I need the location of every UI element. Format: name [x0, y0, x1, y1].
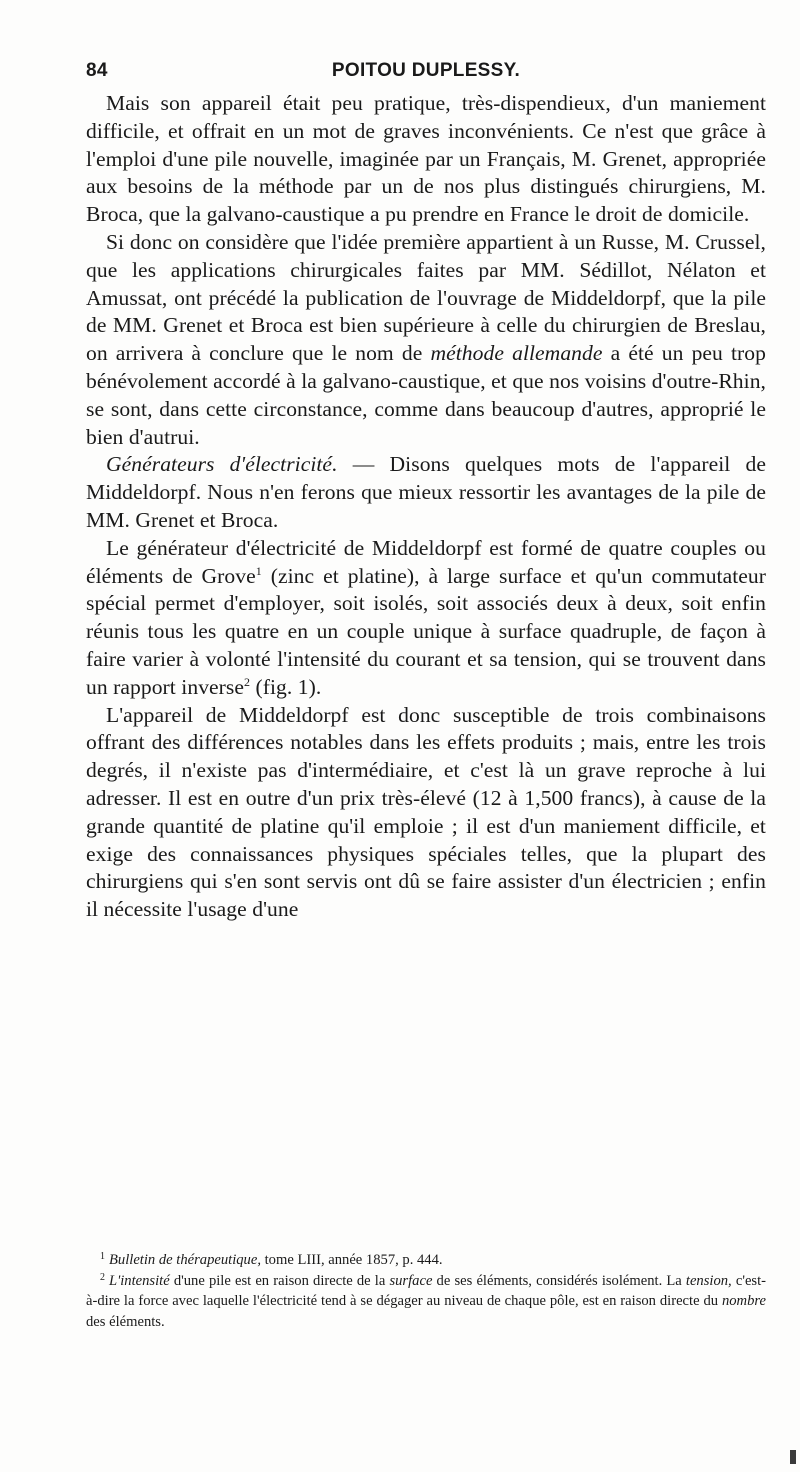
paragraph-2-text-a: Si donc on considère que l'idée première appartient à un Russe, M. Crussel, que les applications chirurgicales faites par MM. Sédillot, Nélaton et Amussat, ont précédé la publication de l'ouvrage de Middeldorpf, que la pile de MM. Grenet et Broca est bien supérieure à celle du chirurgien de Breslau, on arrivera à conclure que le nom de	[86, 229, 766, 366]
footnote-2-text-1: d'une pile est en raison directe de la	[169, 1272, 390, 1289]
paragraph-2-italic: méthode allemande	[430, 341, 603, 366]
paragraph-5: L'appareil de Middeldorpf est donc susceptible de trois combinaisons offrant des différences notables dans les effets produits ; mais, entre les trois degrés, il n'existe pas d'intermédiaire, et c'est là un grave reproche à lui adresser. Il est en outre d'un prix très-élevé (12 à 1,500 francs), à cause de la grande quantité de platine qu'il emploie ; il est d'un maniement difficile, et exige des connaissances physiques spéciales telles, que la plupart des chirurgiens qui s'en sont servis ont dû se faire assister d'un électricien ; enfin il nécessite l'usage d'une	[86, 702, 766, 922]
footnote-2-text-2: de ses éléments, considérés isolément. La	[432, 1272, 686, 1289]
paragraph-1: Mais son appareil était peu pratique, très-dispendieux, d'un maniement difficile, et offrait en un mot de graves inconvénients. Ce n'est que grâce à l'emploi d'une pile nouvelle, imaginée par un Français, M. Grenet, appropriée aux besoins de la méthode par un de nos plus distingués chirurgiens, M. Broca, que la galvano-caustique a pu prendre en France le droit de domicile.	[86, 91, 766, 227]
footnote-2-italic-2: surface	[389, 1272, 433, 1289]
paragraph-2	[86, 229, 766, 451]
paragraph-3-text: — Disons quelques mots de l'appareil de Middeldorpf. Nous n'en ferons que mieux ressortir les avantages de la pile de MM. Grenet et Broca.	[86, 452, 766, 532]
footnote-ref-2[interactable]: 2	[244, 674, 251, 689]
footnote-1-source: Bulletin de thérapeutique,	[109, 1252, 261, 1268]
page-number: 84	[86, 60, 108, 81]
footnote-2	[86, 1271, 766, 1333]
page	[86, 58, 766, 924]
paragraph-4-text-c: (fig. 1).	[250, 674, 322, 699]
footnote-2-italic-1: L'intensité	[109, 1272, 170, 1289]
body-text	[86, 90, 766, 924]
paragraph-4-text-b: (zinc et platine), à large surface et qu'un commutateur spécial permet d'employer, soit isolés, soit associés deux à deux, soit enfin réunis tous les quatre en un couple unique à surface quadruple, de façon à faire varier à volonté l'intensité du courant et sa tension, qui se trouvent dans un rapport inverse	[86, 563, 766, 699]
footnote-1-text: tome LIII, année 1857, p. 444.	[260, 1252, 443, 1268]
footnote-2-italic-4: nombre	[721, 1293, 766, 1309]
footnote-1	[86, 1250, 766, 1271]
running-title: POITOU DUPLESSY.	[331, 60, 521, 81]
paragraph-3	[86, 451, 766, 534]
paragraph-4-text-a: Le générateur d'électricité de Middeldorpf est formé de quatre couples ou éléments de Grove	[86, 535, 766, 588]
paragraph-2-text-b: a été un peu trop bénévolement accordé à la galvano-caustique, et que nos voisins d'outre-Rhin, se sont, dans cette circonstance, comme dans beaucoup d'autres, approprié le bien d'autrui.	[86, 341, 766, 449]
footnote-2-italic-3: tension,	[685, 1272, 732, 1289]
paragraph-4	[86, 535, 766, 702]
footnote-1-mark: 1	[100, 1251, 105, 1262]
footnote-2-mark: 2	[100, 1271, 105, 1283]
footnotes	[86, 1250, 766, 1332]
section-heading-inline: Générateurs d'électricité.	[106, 452, 338, 477]
footnote-2-text-3: c'est-à-dire la force avec laquelle l'électricité tend à se dégager au niveau de chaque pôle, est en raison directe du	[86, 1272, 767, 1309]
page-edge-mark	[790, 1450, 796, 1464]
footnote-2-text-4: des éléments.	[86, 1313, 165, 1330]
footnote-ref-1[interactable]: 1	[255, 563, 262, 578]
running-header	[86, 58, 766, 88]
